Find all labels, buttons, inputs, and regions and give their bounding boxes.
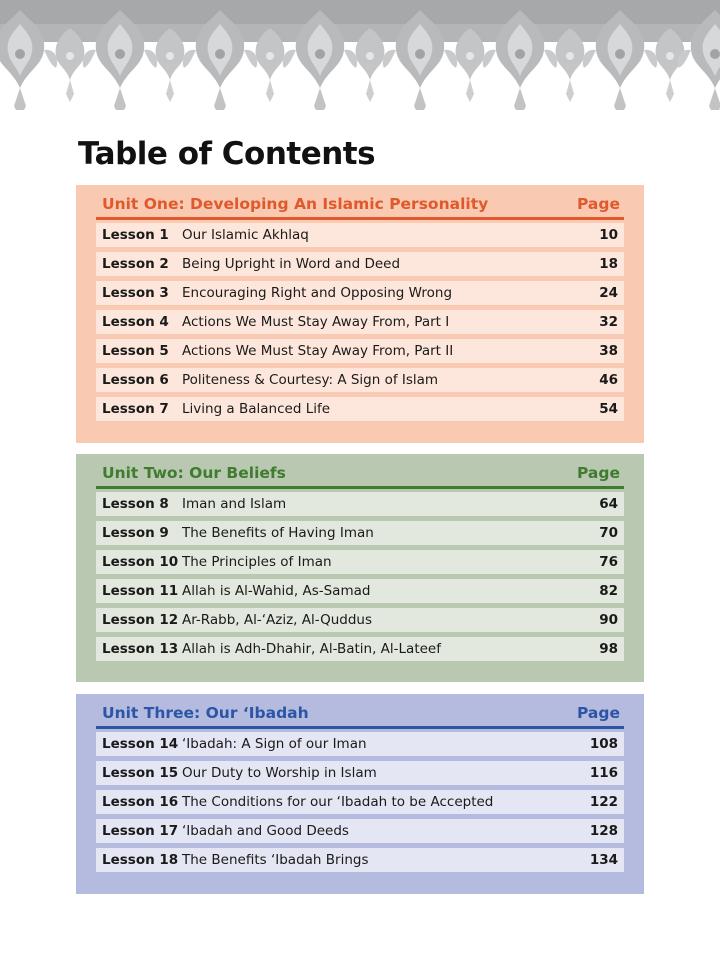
lesson-row[interactable]: [96, 761, 624, 785]
lesson-title: The Benefits of Having Iman: [182, 525, 374, 541]
lesson-title: Politeness & Courtesy: A Sign of Islam: [182, 372, 439, 388]
lesson-title: Actions We Must Stay Away From, Part II: [182, 343, 454, 359]
lesson-row[interactable]: [96, 521, 624, 545]
unit-divider: [96, 217, 624, 220]
unit-header: [102, 702, 624, 724]
lesson-row[interactable]: [96, 550, 624, 574]
decorative-header-ornament: [0, 0, 720, 110]
lesson-page: 108: [589, 736, 618, 752]
lesson-page: 98: [599, 641, 618, 657]
lesson-page: 64: [599, 496, 618, 512]
lesson-number: Lesson 2: [102, 256, 169, 272]
lesson-title: The Principles of Iman: [182, 554, 332, 570]
unit-two-panel: [76, 454, 644, 682]
lesson-page: 38: [599, 343, 618, 359]
unit-divider: [96, 486, 624, 489]
lesson-title: Iman and Islam: [182, 496, 287, 512]
lesson-number: Lesson 4: [102, 314, 169, 330]
lesson-row[interactable]: [96, 848, 624, 872]
lesson-page: 122: [589, 794, 618, 810]
unit-header: [102, 462, 624, 484]
lesson-row[interactable]: [96, 339, 624, 363]
unit-three-panel: [76, 694, 644, 894]
page-column-label: Page: [576, 704, 620, 722]
unit-divider: [96, 726, 624, 729]
lesson-page: 10: [599, 227, 618, 243]
unit-header: [102, 193, 624, 215]
lesson-page: 128: [589, 823, 618, 839]
lesson-page: 76: [599, 554, 618, 570]
lesson-row[interactable]: [96, 732, 624, 756]
page-column-label: Page: [576, 195, 620, 213]
lesson-page: 24: [599, 285, 618, 301]
lesson-number: Lesson 15: [102, 765, 179, 781]
lesson-number: Lesson 8: [102, 496, 169, 512]
lesson-number: Lesson 13: [102, 641, 179, 657]
lesson-number: Lesson 11: [102, 583, 179, 599]
lesson-number: Lesson 9: [102, 525, 169, 541]
unit-title: Unit One: Developing An Islamic Personality: [102, 195, 489, 213]
lesson-title: Allah is Adh-Dhahir, Al-Batin, Al-Lateef: [182, 641, 441, 657]
lesson-number: Lesson 14: [102, 736, 179, 752]
lesson-page: 46: [599, 372, 618, 388]
lesson-page: 32: [599, 314, 618, 330]
lesson-number: Lesson 16: [102, 794, 179, 810]
lesson-row[interactable]: [96, 790, 624, 814]
lesson-title: Being Upright in Word and Deed: [182, 256, 401, 272]
lesson-title: ‘Ibadah and Good Deeds: [182, 823, 349, 839]
lesson-page: 90: [599, 612, 618, 628]
lesson-number: Lesson 6: [102, 372, 169, 388]
lesson-page: 54: [599, 401, 618, 417]
lesson-title: The Benefits ‘Ibadah Brings: [182, 852, 369, 868]
lesson-row[interactable]: [96, 223, 624, 247]
lesson-row[interactable]: [96, 368, 624, 392]
lesson-number: Lesson 12: [102, 612, 179, 628]
lesson-title: Allah is Al-Wahid, As-Samad: [182, 583, 371, 599]
lesson-number: Lesson 18: [102, 852, 179, 868]
lesson-title: Living a Balanced Life: [182, 401, 331, 417]
lesson-title: Encouraging Right and Opposing Wrong: [182, 285, 453, 301]
lesson-title: ‘Ibadah: A Sign of our Iman: [182, 736, 367, 752]
lesson-page: 70: [599, 525, 618, 541]
lesson-page: 18: [599, 256, 618, 272]
unit-title: Unit Two: Our Beliefs: [102, 464, 286, 482]
lesson-page: 134: [589, 852, 618, 868]
lesson-page: 82: [599, 583, 618, 599]
lesson-number: Lesson 1: [102, 227, 169, 243]
lesson-row[interactable]: [96, 579, 624, 603]
unit-title: Unit Three: Our ‘Ibadah: [102, 704, 309, 722]
lesson-title: The Conditions for our ‘Ibadah to be Accepted: [182, 794, 494, 810]
lesson-number: Lesson 3: [102, 285, 169, 301]
lesson-row[interactable]: [96, 492, 624, 516]
page-title: Table of Contents: [78, 136, 376, 172]
lesson-row[interactable]: [96, 281, 624, 305]
unit-one-panel: [76, 185, 644, 443]
lesson-title: Actions We Must Stay Away From, Part I: [182, 314, 450, 330]
lesson-row[interactable]: [96, 637, 624, 661]
lesson-number: Lesson 7: [102, 401, 169, 417]
lesson-title: Our Duty to Worship in Islam: [182, 765, 377, 781]
damask-pattern-icon: [0, 0, 720, 110]
lesson-number: Lesson 5: [102, 343, 169, 359]
lesson-page: 116: [589, 765, 618, 781]
lesson-title: Ar-Rabb, Al-‘Aziz, Al-Quddus: [182, 612, 373, 628]
lesson-row[interactable]: [96, 310, 624, 334]
lesson-row[interactable]: [96, 397, 624, 421]
lesson-row[interactable]: [96, 608, 624, 632]
lesson-row[interactable]: [96, 252, 624, 276]
page-column-label: Page: [576, 464, 620, 482]
lesson-title: Our Islamic Akhlaq: [182, 227, 309, 243]
lesson-number: Lesson 10: [102, 554, 179, 570]
lesson-row[interactable]: [96, 819, 624, 843]
lesson-number: Lesson 17: [102, 823, 179, 839]
